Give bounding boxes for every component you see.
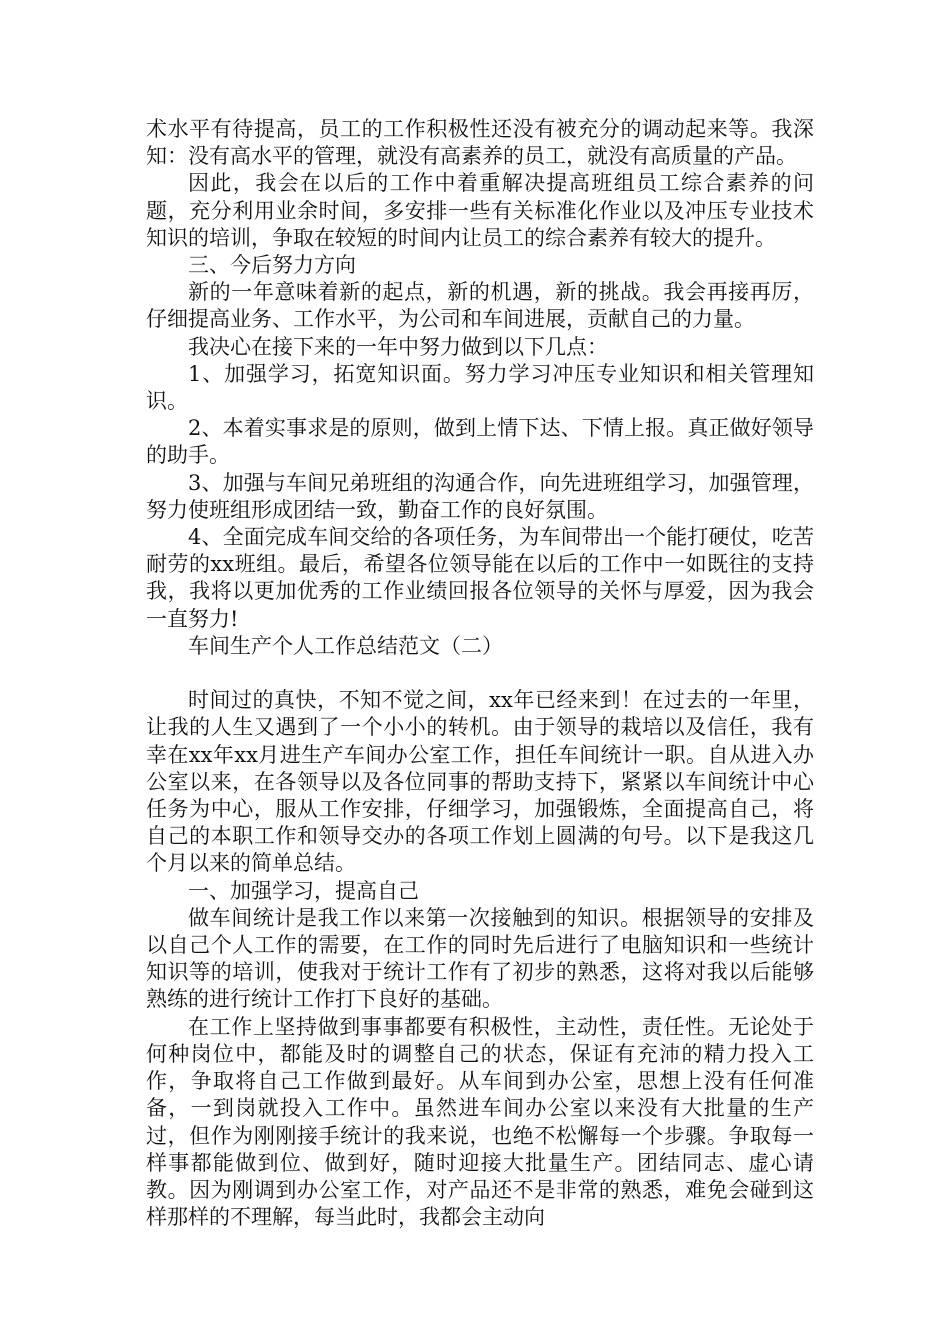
paragraph: 在工作上坚持做到事事都要有积极性，主动性，责任性。无论处于何种岗位中，都能及时的调整自己的状态，保证有充沛的精力投入工作，争取将自己工作做到最好。从车间到办公室，思想上没有任何准备，一到岗就投入工作中。虽然进车间办公室以来没有大批量的生产过，但作为刚刚接手统计的我来说，也绝不松懈每一个步骤。争取每一样事都能做到位、做到好，随时迎接大批量生产。团结同志、虚心请教。因为刚调到办公室工作，对产品还不是非常的熟悉，难免会碰到这样那样的不理解，每当此时，我都会主动向 [146, 1014, 814, 1230]
list-item: 2、本着实事求是的原则，做到上情下达、下情上报。真正做好领导的助手。 [146, 416, 814, 468]
paragraph: 因此，我会在以后的工作中着重解决提高班组员工综合素养的问题，充分利用业余时间，多安排一些有关标准化作业以及冲压专业技术知识的培训，争取在较短的时间内让员工的综合素养有较大的提升。 [146, 171, 814, 250]
paragraph: 我决心在接下来的一年中努力做到以下几点： [188, 334, 608, 359]
paragraph: 做车间统计是我工作以来第一次接触到的知识。根据领导的安排及以自己个人工作的需要，在工作的同时先后进行了电脑知识和一些统计知识等的培训，使我对于统计工作有了初步的熟悉，这将对我以后能够熟练的进行统计工作打下良好的基础。 [146, 905, 814, 1012]
section-heading: 三、今后努力方向 [188, 253, 356, 278]
list-item: 4、全面完成车间交给的各项任务，为车间带出一个能打硬仗，吃苦耐劳的xx班组。最后，希望各位领导能在以后的工作中一如既往的支持我，我将以更加优秀的工作业绩回报各位领导的关怀与厚爱，因为我会一直努力! [146, 525, 814, 631]
document-page [146, 116, 814, 1231]
list-item: 3、加强与车间兄弟班组的沟通合作，向先进班组学习，加强管理，努力使班组形成团结一致，勤奋工作的良好氛围。 [146, 470, 814, 522]
list-item: 1、加强学习，拓宽知识面。努力学习冲压专业知识和相关管理知识。 [146, 361, 814, 414]
section-heading: 一、加强学习，提高自己 [188, 878, 419, 903]
paragraph: 术水平有待提高，员工的工作积极性还没有被充分的调动起来等。我深知：没有高水平的管理，就没有高素养的员工，就没有高质量的产品。 [146, 117, 814, 169]
blank-line [146, 660, 814, 687]
paragraph: 时间过的真快，不知不觉之间，xx年已经来到！在过去的一年里，让我的人生又遇到了一个小小的转机。由于领导的栽培以及信任，我有幸在xx年xx月进生产车间办公室工作，担任车间统计一职。自从进入办公室以来，在各领导以及各位同事的帮助支持下，紧紧以车间统计中心任务为中心，服从工作安排，仔细学习，加强锻炼，全面提高自己，将自己的本职工作和领导交办的各项工作划上圆满的句号。以下是我这几个月以来的简单总结。 [146, 688, 814, 876]
paragraph: 新的一年意味着新的起点，新的机遇，新的挑战。我会再接再厉，仔细提高业务、工作水平，为公司和车间进展，贡献自己的力量。 [146, 280, 814, 332]
document-title: 车间生产个人工作总结范文（二） [188, 633, 503, 658]
